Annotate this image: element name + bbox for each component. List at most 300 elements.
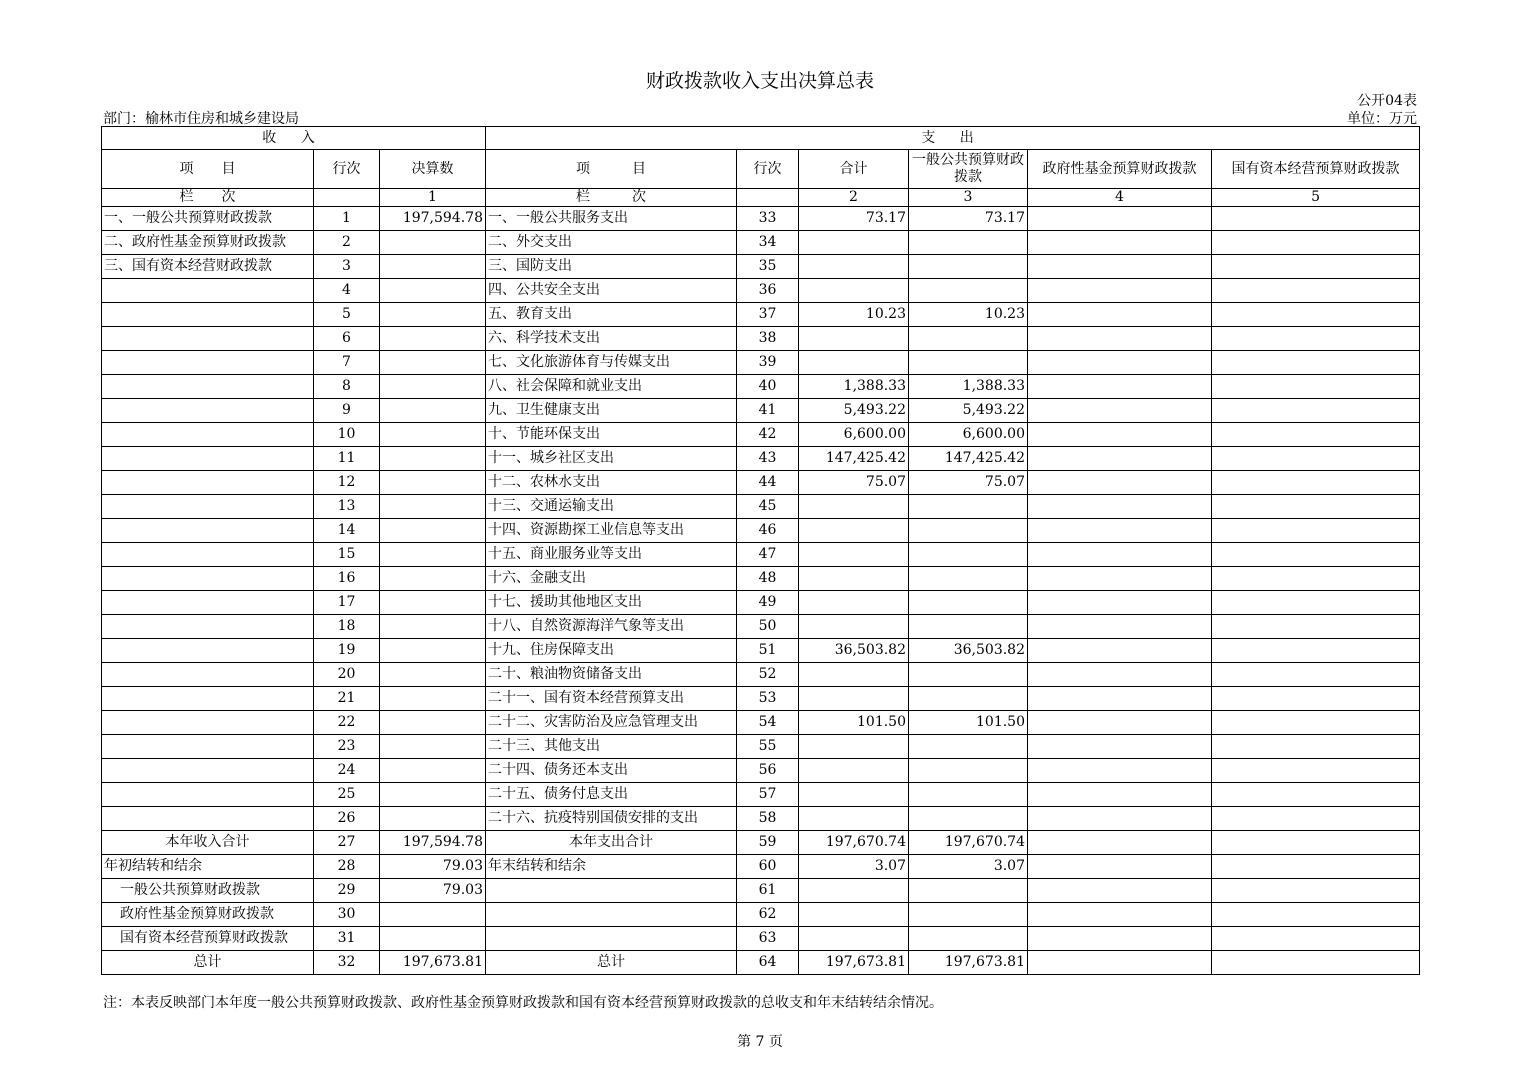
column-index-5: 5 <box>1212 189 1420 207</box>
expense-total-cell: 197,673.81 <box>799 951 909 975</box>
expense-item-cell <box>486 879 737 903</box>
income-amount-cell: 79.03 <box>380 879 486 903</box>
income-row-no-cell: 32 <box>314 951 380 975</box>
income-row-no-cell: 8 <box>314 375 380 399</box>
expense-total-cell <box>799 879 909 903</box>
column-index-label-right: 栏 次 <box>486 189 737 207</box>
income-row-no-cell: 20 <box>314 663 380 687</box>
table-row <box>102 879 1420 903</box>
income-row-no-cell: 18 <box>314 615 380 639</box>
general-budget-cell <box>909 783 1028 807</box>
state-capital-cell <box>1212 231 1420 255</box>
expense-item-cell: 十二、农林水支出 <box>486 471 737 495</box>
form-code: 公开04表 <box>1357 93 1417 109</box>
general-budget-cell <box>909 903 1028 927</box>
income-amount-cell <box>380 423 486 447</box>
income-item-cell <box>102 399 314 423</box>
income-row-no-cell: 4 <box>314 279 380 303</box>
general-budget-cell: 101.50 <box>909 711 1028 735</box>
expense-total-cell <box>799 495 909 519</box>
state-capital-cell <box>1212 711 1420 735</box>
expense-item-cell <box>486 903 737 927</box>
expense-item-cell: 十三、交通运输支出 <box>486 495 737 519</box>
report-title: 财政拨款收入支出决算总表 <box>645 70 874 92</box>
expense-item-cell: 五、教育支出 <box>486 303 737 327</box>
income-amount-cell <box>380 351 486 375</box>
income-item-cell: 三、国有资本经营财政拨款 <box>102 255 314 279</box>
expense-total-cell: 5,493.22 <box>799 399 909 423</box>
total-header: 合计 <box>799 150 909 189</box>
general-budget-cell: 73.17 <box>909 207 1028 231</box>
general-budget-cell <box>909 663 1028 687</box>
table-row <box>102 783 1420 807</box>
expense-item-cell: 二十三、其他支出 <box>486 735 737 759</box>
gov-fund-cell <box>1028 447 1212 471</box>
column-index-3: 3 <box>909 189 1028 207</box>
general-budget-cell <box>909 759 1028 783</box>
expense-row-no-cell: 63 <box>737 927 799 951</box>
state-capital-cell <box>1212 327 1420 351</box>
expense-total-cell <box>799 255 909 279</box>
income-item-cell <box>102 519 314 543</box>
expense-total-cell: 10.23 <box>799 303 909 327</box>
table-row <box>102 375 1420 399</box>
income-item-cell <box>102 327 314 351</box>
table-row <box>102 279 1420 303</box>
income-row-no-cell: 13 <box>314 495 380 519</box>
general-budget-cell <box>909 327 1028 351</box>
general-budget-cell: 5,493.22 <box>909 399 1028 423</box>
state-capital-cell <box>1212 399 1420 423</box>
table-row <box>102 303 1420 327</box>
general-budget-cell: 36,503.82 <box>909 639 1028 663</box>
expense-item-cell: 三、国防支出 <box>486 255 737 279</box>
gov-fund-cell <box>1028 519 1212 543</box>
income-amount-cell <box>380 927 486 951</box>
income-row-no-cell: 30 <box>314 903 380 927</box>
state-capital-cell <box>1212 255 1420 279</box>
general-budget-header: 一般公共预算财政拨款 <box>909 150 1028 189</box>
column-index-1: 1 <box>380 189 486 207</box>
income-amount-cell: 197,673.81 <box>380 951 486 975</box>
state-capital-cell <box>1212 687 1420 711</box>
expense-total-cell <box>799 903 909 927</box>
expense-item-cell: 七、文化旅游体育与传媒支出 <box>486 351 737 375</box>
expense-row-no-cell: 34 <box>737 231 799 255</box>
income-item-cell <box>102 639 314 663</box>
income-amount-cell <box>380 663 486 687</box>
general-budget-cell <box>909 927 1028 951</box>
income-item-cell <box>102 567 314 591</box>
column-index-2: 2 <box>799 189 909 207</box>
income-amount-cell <box>380 735 486 759</box>
gov-fund-cell <box>1028 207 1212 231</box>
income-row-no-cell: 12 <box>314 471 380 495</box>
income-item-cell <box>102 279 314 303</box>
expense-total-cell <box>799 279 909 303</box>
income-amount-cell <box>380 447 486 471</box>
table-row <box>102 951 1420 975</box>
income-item-cell: 一、一般公共预算财政拨款 <box>102 207 314 231</box>
expense-item-cell: 十八、自然资源海洋气象等支出 <box>486 615 737 639</box>
income-row-no-cell: 17 <box>314 591 380 615</box>
income-item-cell: 二、政府性基金预算财政拨款 <box>102 231 314 255</box>
gov-fund-cell <box>1028 255 1212 279</box>
final-amount-header: 决算数 <box>380 150 486 189</box>
expense-item-cell: 二十一、国有资本经营预算支出 <box>486 687 737 711</box>
expense-item-cell: 十九、住房保障支出 <box>486 639 737 663</box>
income-item-cell <box>102 423 314 447</box>
income-row-no-cell: 26 <box>314 807 380 831</box>
state-capital-cell <box>1212 639 1420 663</box>
income-item-cell: 总计 <box>102 951 314 975</box>
gov-fund-cell <box>1028 615 1212 639</box>
income-amount-cell <box>380 687 486 711</box>
gov-fund-cell <box>1028 807 1212 831</box>
general-budget-cell <box>909 567 1028 591</box>
income-item-cell <box>102 543 314 567</box>
gov-fund-cell <box>1028 711 1212 735</box>
expense-row-no-cell: 54 <box>737 711 799 735</box>
expense-total-cell: 101.50 <box>799 711 909 735</box>
column-index-blank-right <box>737 189 799 207</box>
income-item-cell: 本年收入合计 <box>102 831 314 855</box>
state-capital-cell <box>1212 351 1420 375</box>
gov-fund-cell <box>1028 951 1212 975</box>
expense-row-no-cell: 46 <box>737 519 799 543</box>
gov-fund-cell <box>1028 279 1212 303</box>
expense-row-no-cell: 48 <box>737 567 799 591</box>
expense-item-cell: 二十六、抗疫特别国债安排的支出 <box>486 807 737 831</box>
income-item-cell <box>102 447 314 471</box>
expense-item-cell: 十一、城乡社区支出 <box>486 447 737 471</box>
income-amount-cell <box>380 471 486 495</box>
expense-item-cell: 十、节能环保支出 <box>486 423 737 447</box>
gov-fund-cell <box>1028 663 1212 687</box>
state-capital-cell <box>1212 951 1420 975</box>
income-item-cell <box>102 303 314 327</box>
gov-fund-cell <box>1028 879 1212 903</box>
expense-row-no-cell: 61 <box>737 879 799 903</box>
state-capital-cell <box>1212 543 1420 567</box>
expense-item-cell: 二十二、灾害防治及应急管理支出 <box>486 711 737 735</box>
state-capital-cell <box>1212 495 1420 519</box>
state-capital-cell <box>1212 735 1420 759</box>
income-item-cell <box>102 351 314 375</box>
expense-item-cell: 本年支出合计 <box>486 831 737 855</box>
general-budget-cell <box>909 591 1028 615</box>
income-item-cell: 政府性基金预算财政拨款 <box>102 903 314 927</box>
income-amount-cell: 197,594.78 <box>380 831 486 855</box>
general-budget-cell <box>909 231 1028 255</box>
income-amount-cell <box>380 591 486 615</box>
gov-fund-cell <box>1028 327 1212 351</box>
gov-fund-cell <box>1028 903 1212 927</box>
income-row-no-cell: 2 <box>314 231 380 255</box>
expense-total-cell <box>799 567 909 591</box>
table-row <box>102 735 1420 759</box>
general-budget-cell <box>909 495 1028 519</box>
expense-total-cell <box>799 615 909 639</box>
income-row-no-cell: 21 <box>314 687 380 711</box>
expense-total-cell <box>799 231 909 255</box>
column-index-4: 4 <box>1028 189 1212 207</box>
income-row-no-cell: 31 <box>314 927 380 951</box>
table-row <box>102 807 1420 831</box>
expense-item-cell: 二、外交支出 <box>486 231 737 255</box>
income-amount-cell <box>380 399 486 423</box>
state-capital-cell <box>1212 303 1420 327</box>
state-capital-cell <box>1212 879 1420 903</box>
table-row <box>102 831 1420 855</box>
expense-item-cell: 二十四、债务还本支出 <box>486 759 737 783</box>
income-amount-cell <box>380 495 486 519</box>
income-row-no-cell: 6 <box>314 327 380 351</box>
income-amount-cell <box>380 519 486 543</box>
income-item-cell <box>102 807 314 831</box>
income-amount-cell <box>380 375 486 399</box>
table-row <box>102 471 1420 495</box>
income-item-cell <box>102 687 314 711</box>
general-budget-cell <box>909 351 1028 375</box>
gov-fund-header: 政府性基金预算财政拨款 <box>1028 150 1212 189</box>
expense-row-no-cell: 35 <box>737 255 799 279</box>
income-amount-cell <box>380 759 486 783</box>
expense-total-cell: 197,670.74 <box>799 831 909 855</box>
table-row <box>102 447 1420 471</box>
general-budget-cell <box>909 615 1028 639</box>
state-capital-cell <box>1212 447 1420 471</box>
expense-row-no-header: 行次 <box>737 150 799 189</box>
income-amount-cell <box>380 807 486 831</box>
expense-total-cell <box>799 687 909 711</box>
income-row-no-cell: 10 <box>314 423 380 447</box>
state-capital-cell <box>1212 519 1420 543</box>
expense-row-no-cell: 57 <box>737 783 799 807</box>
income-amount-cell <box>380 783 486 807</box>
expense-item-cell: 年末结转和结余 <box>486 855 737 879</box>
table-row <box>102 903 1420 927</box>
gov-fund-cell <box>1028 351 1212 375</box>
state-capital-cell <box>1212 615 1420 639</box>
table-row <box>102 255 1420 279</box>
table-row <box>102 399 1420 423</box>
table-row <box>102 711 1420 735</box>
income-row-no-cell: 22 <box>314 711 380 735</box>
table-row <box>102 759 1420 783</box>
expense-row-no-cell: 60 <box>737 855 799 879</box>
income-row-no-cell: 14 <box>314 519 380 543</box>
expense-item-cell: 总计 <box>486 951 737 975</box>
expense-row-no-cell: 50 <box>737 615 799 639</box>
income-amount-cell <box>380 279 486 303</box>
expense-total-cell: 6,600.00 <box>799 423 909 447</box>
general-budget-cell: 197,670.74 <box>909 831 1028 855</box>
general-budget-cell <box>909 807 1028 831</box>
expense-row-no-cell: 43 <box>737 447 799 471</box>
table-row <box>102 639 1420 663</box>
gov-fund-cell <box>1028 831 1212 855</box>
expense-item-header: 项 目 <box>486 150 737 189</box>
expense-total-cell <box>799 327 909 351</box>
income-row-no-cell: 27 <box>314 831 380 855</box>
income-row-no-cell: 15 <box>314 543 380 567</box>
income-item-cell <box>102 711 314 735</box>
income-item-cell <box>102 735 314 759</box>
page-number: 第 7 页 <box>737 1034 783 1050</box>
expense-total-cell <box>799 783 909 807</box>
state-capital-cell <box>1212 567 1420 591</box>
state-capital-cell <box>1212 279 1420 303</box>
income-amount-cell <box>380 615 486 639</box>
expense-total-cell <box>799 759 909 783</box>
general-budget-cell <box>909 543 1028 567</box>
income-amount-cell: 197,594.78 <box>380 207 486 231</box>
table-row <box>102 423 1420 447</box>
state-capital-cell <box>1212 663 1420 687</box>
table-row <box>102 207 1420 231</box>
table-row <box>102 687 1420 711</box>
income-amount-cell <box>380 303 486 327</box>
income-item-cell <box>102 495 314 519</box>
expense-item-cell <box>486 927 737 951</box>
income-amount-cell <box>380 327 486 351</box>
expense-total-cell: 147,425.42 <box>799 447 909 471</box>
expense-item-cell: 九、卫生健康支出 <box>486 399 737 423</box>
gov-fund-cell <box>1028 783 1212 807</box>
income-item-cell <box>102 615 314 639</box>
expense-row-no-cell: 64 <box>737 951 799 975</box>
gov-fund-cell <box>1028 591 1212 615</box>
gov-fund-cell <box>1028 495 1212 519</box>
income-amount-cell <box>380 543 486 567</box>
column-index-blank <box>314 189 380 207</box>
column-index-label: 栏 次 <box>102 189 314 207</box>
income-amount-cell <box>380 255 486 279</box>
income-row-no-cell: 23 <box>314 735 380 759</box>
gov-fund-cell <box>1028 423 1212 447</box>
expense-row-no-cell: 36 <box>737 279 799 303</box>
state-capital-cell <box>1212 903 1420 927</box>
income-item-cell <box>102 663 314 687</box>
expense-total-cell <box>799 735 909 759</box>
expense-row-no-cell: 45 <box>737 495 799 519</box>
gov-fund-cell <box>1028 687 1212 711</box>
expense-row-no-cell: 40 <box>737 375 799 399</box>
expense-item-cell: 六、科学技术支出 <box>486 327 737 351</box>
expense-row-no-cell: 39 <box>737 351 799 375</box>
general-budget-cell: 147,425.42 <box>909 447 1028 471</box>
general-budget-cell: 6,600.00 <box>909 423 1028 447</box>
expense-row-no-cell: 33 <box>737 207 799 231</box>
income-row-no-cell: 5 <box>314 303 380 327</box>
table-row <box>102 855 1420 879</box>
income-row-no-cell: 16 <box>314 567 380 591</box>
expense-total-cell <box>799 807 909 831</box>
state-capital-header: 国有资本经营预算财政拨款 <box>1212 150 1420 189</box>
expense-row-no-cell: 47 <box>737 543 799 567</box>
state-capital-cell <box>1212 375 1420 399</box>
budget-table <box>101 126 1420 975</box>
general-budget-cell <box>909 255 1028 279</box>
gov-fund-cell <box>1028 375 1212 399</box>
expense-header: 支 出 <box>486 127 1420 150</box>
gov-fund-cell <box>1028 855 1212 879</box>
gov-fund-cell <box>1028 567 1212 591</box>
expense-item-cell: 十七、援助其他地区支出 <box>486 591 737 615</box>
income-amount-cell <box>380 567 486 591</box>
state-capital-cell <box>1212 927 1420 951</box>
general-budget-cell: 3.07 <box>909 855 1028 879</box>
income-row-no-cell: 19 <box>314 639 380 663</box>
expense-item-cell: 十五、商业服务业等支出 <box>486 543 737 567</box>
unit-label: 单位：万元 <box>1347 111 1417 127</box>
gov-fund-cell <box>1028 303 1212 327</box>
income-amount-cell <box>380 231 486 255</box>
expense-row-no-cell: 42 <box>737 423 799 447</box>
general-budget-cell <box>909 519 1028 543</box>
expense-total-cell <box>799 351 909 375</box>
income-item-cell: 一般公共预算财政拨款 <box>102 879 314 903</box>
expense-item-cell: 十四、资源勘探工业信息等支出 <box>486 519 737 543</box>
expense-item-cell: 一、一般公共服务支出 <box>486 207 737 231</box>
income-amount-cell: 79.03 <box>380 855 486 879</box>
expense-item-cell: 四、公共安全支出 <box>486 279 737 303</box>
gov-fund-cell <box>1028 543 1212 567</box>
general-budget-cell <box>909 735 1028 759</box>
expense-total-cell: 36,503.82 <box>799 639 909 663</box>
table-row <box>102 615 1420 639</box>
expense-total-cell: 75.07 <box>799 471 909 495</box>
general-budget-cell: 1,388.33 <box>909 375 1028 399</box>
state-capital-cell <box>1212 759 1420 783</box>
expense-row-no-cell: 53 <box>737 687 799 711</box>
income-item-header: 项 目 <box>102 150 314 189</box>
table-row <box>102 591 1420 615</box>
expense-row-no-cell: 38 <box>737 327 799 351</box>
state-capital-cell <box>1212 207 1420 231</box>
expense-total-cell <box>799 519 909 543</box>
table-row <box>102 543 1420 567</box>
expense-row-no-cell: 56 <box>737 759 799 783</box>
expense-row-no-cell: 49 <box>737 591 799 615</box>
table-row <box>102 567 1420 591</box>
gov-fund-cell <box>1028 735 1212 759</box>
income-item-cell <box>102 759 314 783</box>
income-item-cell <box>102 783 314 807</box>
state-capital-cell <box>1212 855 1420 879</box>
expense-row-no-cell: 41 <box>737 399 799 423</box>
income-item-cell <box>102 471 314 495</box>
table-row <box>102 231 1420 255</box>
income-row-no-cell: 1 <box>314 207 380 231</box>
income-amount-cell <box>380 639 486 663</box>
income-row-no-cell: 29 <box>314 879 380 903</box>
income-row-no-cell: 28 <box>314 855 380 879</box>
table-row <box>102 519 1420 543</box>
expense-item-cell: 十六、金融支出 <box>486 567 737 591</box>
gov-fund-cell <box>1028 927 1212 951</box>
income-item-cell: 国有资本经营预算财政拨款 <box>102 927 314 951</box>
general-budget-cell <box>909 687 1028 711</box>
expense-row-no-cell: 52 <box>737 663 799 687</box>
income-amount-cell <box>380 711 486 735</box>
expense-total-cell <box>799 543 909 567</box>
income-row-no-cell: 3 <box>314 255 380 279</box>
expense-row-no-cell: 58 <box>737 807 799 831</box>
income-row-no-cell: 7 <box>314 351 380 375</box>
income-header: 收 入 <box>102 127 486 150</box>
